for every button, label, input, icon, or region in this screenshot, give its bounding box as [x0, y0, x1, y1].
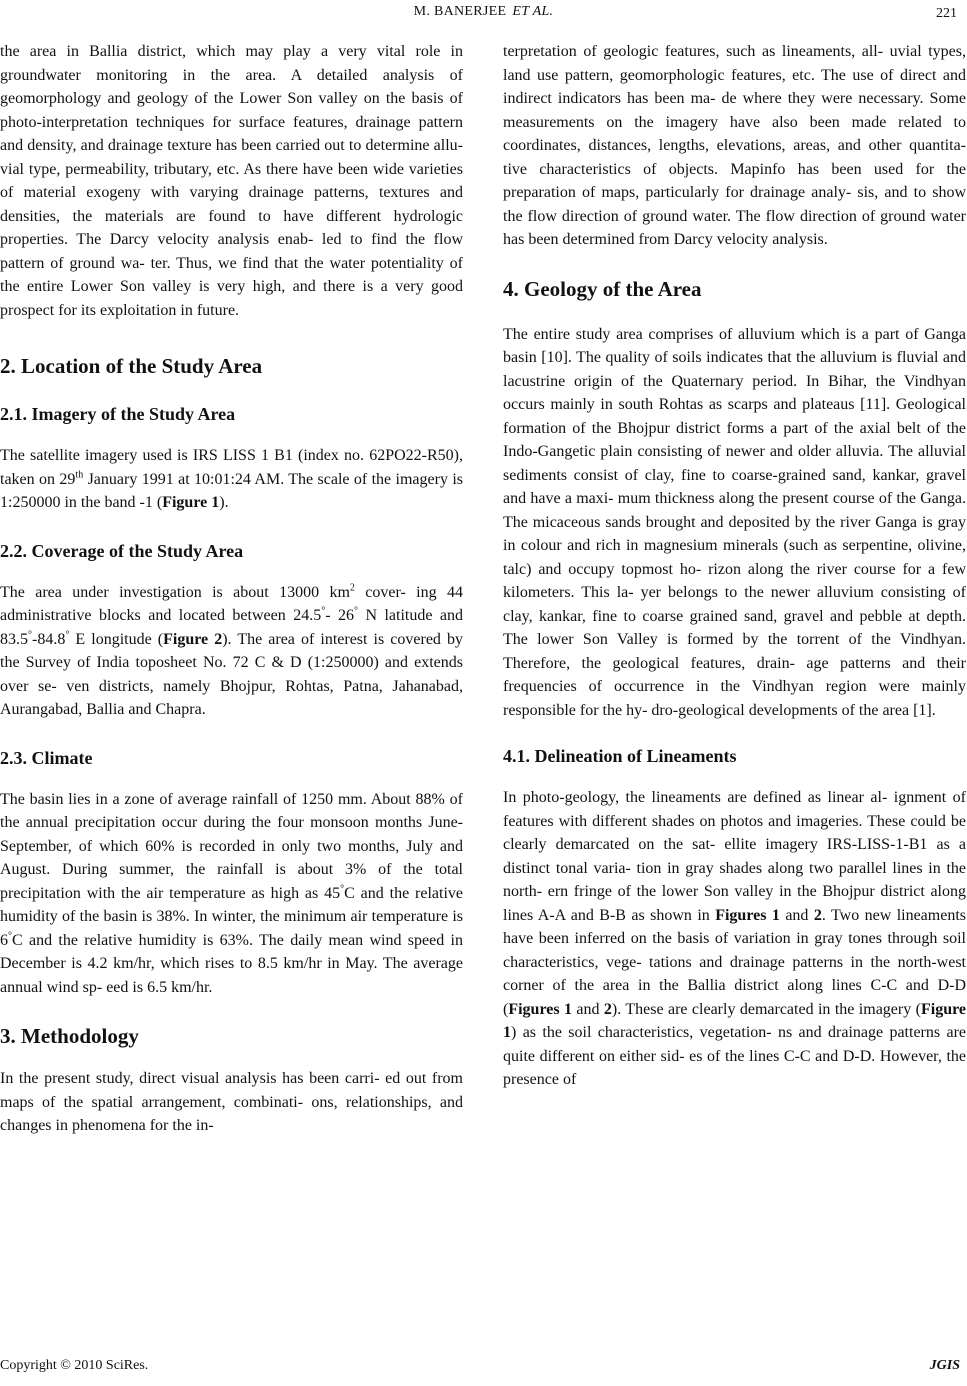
figure-ref: 2 [813, 906, 822, 924]
figure-ref: Figure 1 [503, 1000, 966, 1041]
figure-ref: Figures 1 [508, 1000, 572, 1018]
section-heading-methodology: 3. Methodology [0, 1024, 139, 1048]
figure-ref: Figures 1 [715, 906, 780, 924]
methodology-paragraph: In the present study, direct visual analysis has been carri- ed out from maps of the spatial arrangement, combinati- ons, relationships, and changes in phenomena for the in- [0, 1070, 463, 1134]
author-name: M. BANERJEE [413, 4, 507, 19]
subsection-heading-climate: 2.3. Climate [0, 747, 93, 768]
imagery-paragraph: The satellite imagery used is IRS LISS 1 B1 (index no. 62PO22-R50), taken on 29th January 1991 at 10:01:24 AM. The scale of the imagery is 1:250000 in the band -1 (Figure 1). [0, 447, 464, 511]
running-title [0, 4, 967, 20]
et-al: ET AL. [512, 4, 554, 19]
copyright-notice: Copyright © 2010 SciRes. [0, 1358, 149, 1373]
figure-ref: 2 [603, 1000, 612, 1018]
subsection-heading-lineaments: 4.1. Delineation of Lineaments [503, 746, 737, 766]
figure-ref: Figure 1 [162, 494, 220, 511]
right-column [503, 34, 966, 1092]
subsection-heading-imagery: 2.1. Imagery of the Study Area [0, 404, 236, 424]
climate-paragraph: The basin lies in a zone of average rainfall of 1250 mm. About 88% of the annual precipitation occur during the four monsoon months June-September, of which 60% is recorded in only two months, July and August. During summer, the rainfall is about 3% of the total precipitation with the air temperature as high as 45°C and the relative humidity of the basin is 38%. In winter, the minimum air temperature is 6°C and the relative humidity is 63%. The daily mean wind speed in December is 4.2 km/hr, which rises to 8.5 km/hr in May. The average annual wind sp- eed is 6.5 km/hr. [0, 790, 463, 996]
section-heading-location: 2. Location of the Study Area [0, 354, 263, 378]
figure-ref: Figure 2 [163, 630, 223, 648]
geology-paragraph: The entire study area comprises of alluvium which is a part of Ganga basin [10]. The quality of soils indicates that the alluvium is fluvial and lacustrine origin of the Quaternary period. In Bihar, the Vindhyan occurs mainly in south Rohtas as scarps and plateaus [11]. Geological formation of the Bhojpur district forms a part of the axial belt of the Indo-Gangetic plain consisting of newer and older alluvia. The alluvial sediments consist of clay, fine to coarse-grained sand, kankar, gravel and have a maxi- mum thickness along the present course of the Ganga. The micaceous sands brought and deposited by the river Ganga is gray in colour and rich in magnesium minerals (such as serpentine, olivine, talc) and occupy topmost ho- rizon along the river course for a few kilometers. This la- yer belongs to the newer alluvium consisting of clay, kankar, fine to coarse grained sand, gravel and pebble at depth. The lower Son Valley is formed by the torrent of the Vindhyan. Therefore, the geological features, drain- age patterns and their frequencies of occurrence in the Vindhyan region were mainly responsible for the hy- dro-geological developments of the area [1]. [503, 325, 966, 719]
section-heading-geology: 4. Geology of the Area [503, 276, 702, 301]
methodology-continued: terpretation of geologic features, such as lineaments, all- uvial types, land use pattern, geomorphologic features, etc. The use of direct and indirect indicators has been ma- de where they were necessary. Some measurements on the imagery have also been made related to coordinates, distances, lengths, elevations, areas, and other quantita- tive characteristics of objects. Mapinfo has been used for the preparation of maps, particularly for drainage analy- sis, and to show the flow direction of ground water. The flow direction of ground water has been determined from Darcy velocity analysis. [503, 43, 966, 248]
running-header [0, 4, 967, 26]
intro-paragraph: the area in Ballia district, which may play a very vital role in groundwater monitoring in the area. A detailed analysis of geomorphology and geology of the Lower Son valley on the basis of photo-interpretation techniques for surface features, drainage pattern and density, and drainage texture has been carried out to determine allu- vial type, permeability, tributary, etc. As there have been wide varieties of material exogeny with varying drainage patterns, textures and densities, the materials are found to have different hydrologic properties. The Darcy velocity analysis enab- led to find the flow pattern of ground wa- ter. Thus, we find that the water potentiality of the entire Lower Son valley is very high, and there is a very good prospect for its exploitation in future. [0, 43, 463, 319]
left-column [0, 34, 463, 1138]
coverage-paragraph: The area under investigation is about 13000 $km^2$ cover- ing 44 administrative blocks and located between 24.5°- 26° N latitude and 83.5°-84.8° E longitude (Figure 2). The area of interest is covered by the Survey of India toposheet No. 72 C & D (1:250000) and extends over se- ven districts, namely Bhojpur, Rohtas, Patna, Jahanabad, Aurangabad, Ballia and Chapra. [0, 582, 464, 718]
page-number: 221 [936, 6, 957, 21]
lineaments-paragraph: In photo-geology, the lineaments are defined as linear al- ignment of features with different shades on photos and imageries. These could be clearly demarcated on the sat- ellite imagery IRS-LISS-1-B1 as a distinct tonal varia- tion in gray shades along two parallel lines in the north- ern fringe of the lower Son valley in the Bhojpur district along lines A-A and B-B as shown in Figures 1 and 2. Two new lineaments have been inferred on the basis of variation in gray tones through soil characteristics, vege- tations and drainage patterns in the north-west corner of the area in the Ballia district along lines C-C and D-D (Figures 1 and 2). These are clearly demarcated in the imagery (Figure 1) as the soil characteristics, vegetation- ns and drainage patterns are quite different on either sid- es of the lines C-C and D-D. However, the presence of [503, 789, 967, 1088]
journal-abbreviation: JGIS [929, 1358, 960, 1373]
subsection-heading-coverage: 2.2. Coverage of the Study Area [0, 540, 244, 561]
